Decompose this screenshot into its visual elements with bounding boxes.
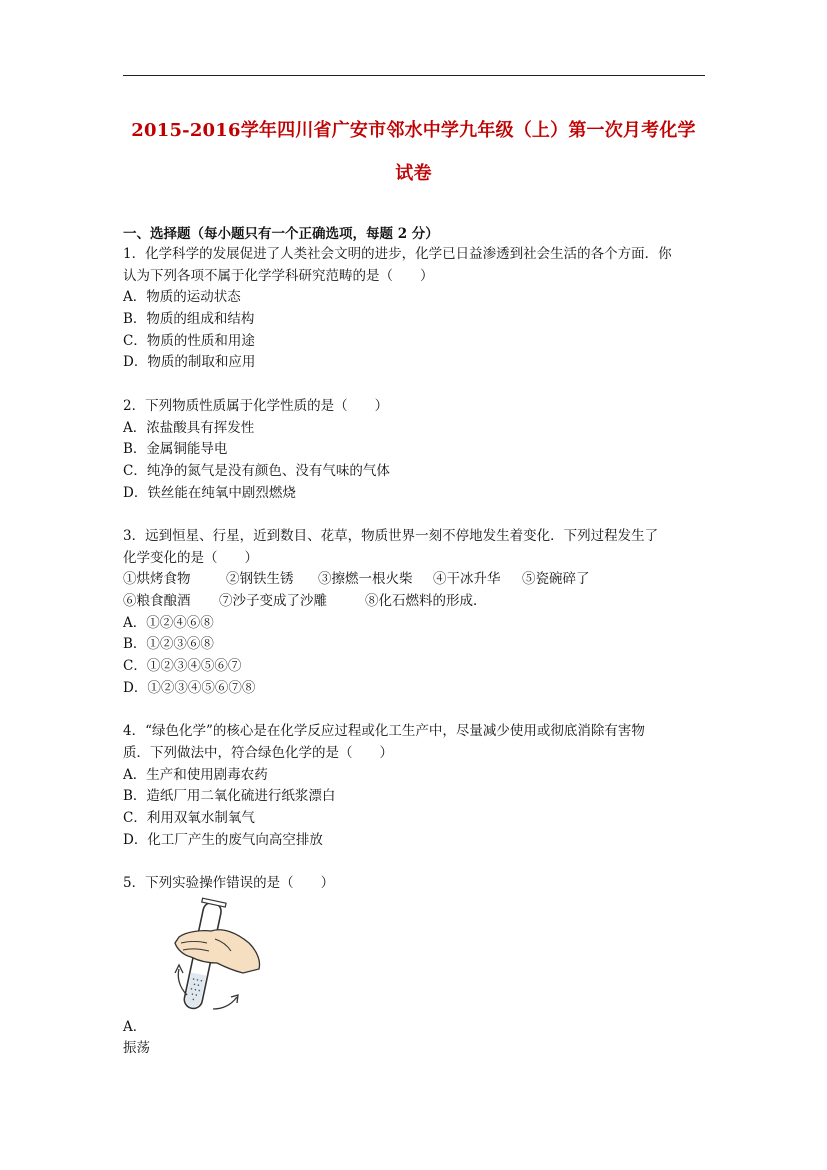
question-4-stem-line2: 质．下列做法中，符合绿色化学的是（ ） — [123, 744, 393, 761]
question-2-option-d: D．铁丝能在纯氧中剧烈燃烧 — [123, 484, 296, 501]
top-rule — [123, 75, 705, 76]
process-item: ⑥粮食酿酒 — [123, 593, 191, 609]
process-item: ⑧化石燃料的形成． — [365, 593, 487, 609]
question-1-option-a: A．物质的运动状态 — [123, 289, 241, 306]
question-2-option-a: A．浓盐酸具有挥发性 — [123, 419, 255, 436]
question-3 — [123, 526, 713, 700]
question-3-stem-line1: 3．远到恒星、行星，近到数目、花草，物质世界一刻不停地发生着变化．下列过程发生了 — [123, 527, 659, 544]
question-5-option-a-letter: A． — [123, 1018, 147, 1035]
question-4-option-b: B．造纸厂用二氧化硫进行纸浆漂白 — [123, 788, 336, 805]
question-5-stem: 5．下列实验操作错误的是（ ） — [123, 874, 335, 891]
question-4-stem-line1: 4．“绿色化学”的核心是在化学反应过程或化工生产中，尽量减少使用或彻底消除有害物 — [123, 723, 645, 740]
question-3-option-a: A．①②④⑥⑧ — [123, 614, 214, 631]
question-2-option-c: C．纯净的氮气是没有颜色、没有气味的气体 — [123, 462, 390, 479]
question-3-items-row2 — [123, 591, 713, 613]
question-5 — [123, 873, 713, 1060]
process-item: ⑦沙子变成了沙雕 — [219, 593, 327, 609]
process-item: ③擦燃一根火柴 — [318, 571, 413, 588]
question-1-stem-line1: 1．化学科学的发展促进了人类社会文明的进步，化学已日益渗透到社会生活的各个方面．你 — [123, 246, 672, 262]
question-1-stem-line2: 认为下列各项不属于化学学科研究范畴的是（ ） — [123, 267, 434, 284]
section-heading: 一、选择题（每小题只有一个正确选项，每题 2 分） — [123, 226, 439, 242]
process-item: ④干冰升华 — [433, 571, 501, 588]
question-1-option-c: C．物质的性质和用途 — [123, 332, 255, 349]
question-2 — [123, 396, 713, 504]
question-3-option-d: D．①②③④⑤⑥⑦⑧ — [123, 679, 256, 696]
question-1-option-b: B．物质的组成和结构 — [123, 311, 255, 328]
question-4 — [123, 721, 713, 851]
page-title: 2015-2016学年四川省广安市邻水中学九年级（上）第一次月考化学 — [131, 120, 696, 141]
question-4-option-a: A．生产和使用剧毒农药 — [123, 766, 268, 783]
page-title-continued: 试卷 — [395, 163, 432, 184]
question-3-option-c: C．①②③④⑤⑥⑦ — [123, 658, 242, 675]
question-1 — [123, 244, 713, 374]
question-5-option-a-caption: 振荡 — [123, 1040, 150, 1057]
process-item: ②钢铁生锈 — [226, 571, 294, 588]
question-4-option-d: D．化工厂产生的废气向高空排放 — [123, 831, 323, 848]
test-tube-shaking-figure — [123, 897, 713, 1017]
hand-shaking-test-tube-illustration — [145, 897, 275, 1022]
process-item: ①烘烤食物 — [123, 571, 191, 588]
question-2-stem: 2．下列物质性质属于化学性质的是（ ） — [123, 397, 389, 414]
question-4-option-c: C．利用双氧水制氧气 — [123, 809, 255, 826]
question-1-option-d: D．物质的制取和应用 — [123, 354, 256, 371]
question-3-option-b: B．①②③⑥⑧ — [123, 636, 214, 653]
question-3-items-row1 — [123, 569, 713, 591]
question-2-option-b: B．金属铜能导电 — [123, 441, 228, 458]
question-3-stem-line2: 化学变化的是（ ） — [123, 549, 258, 566]
process-item: ⑤瓷碗碎了 — [522, 571, 590, 588]
exam-content — [123, 224, 713, 1060]
